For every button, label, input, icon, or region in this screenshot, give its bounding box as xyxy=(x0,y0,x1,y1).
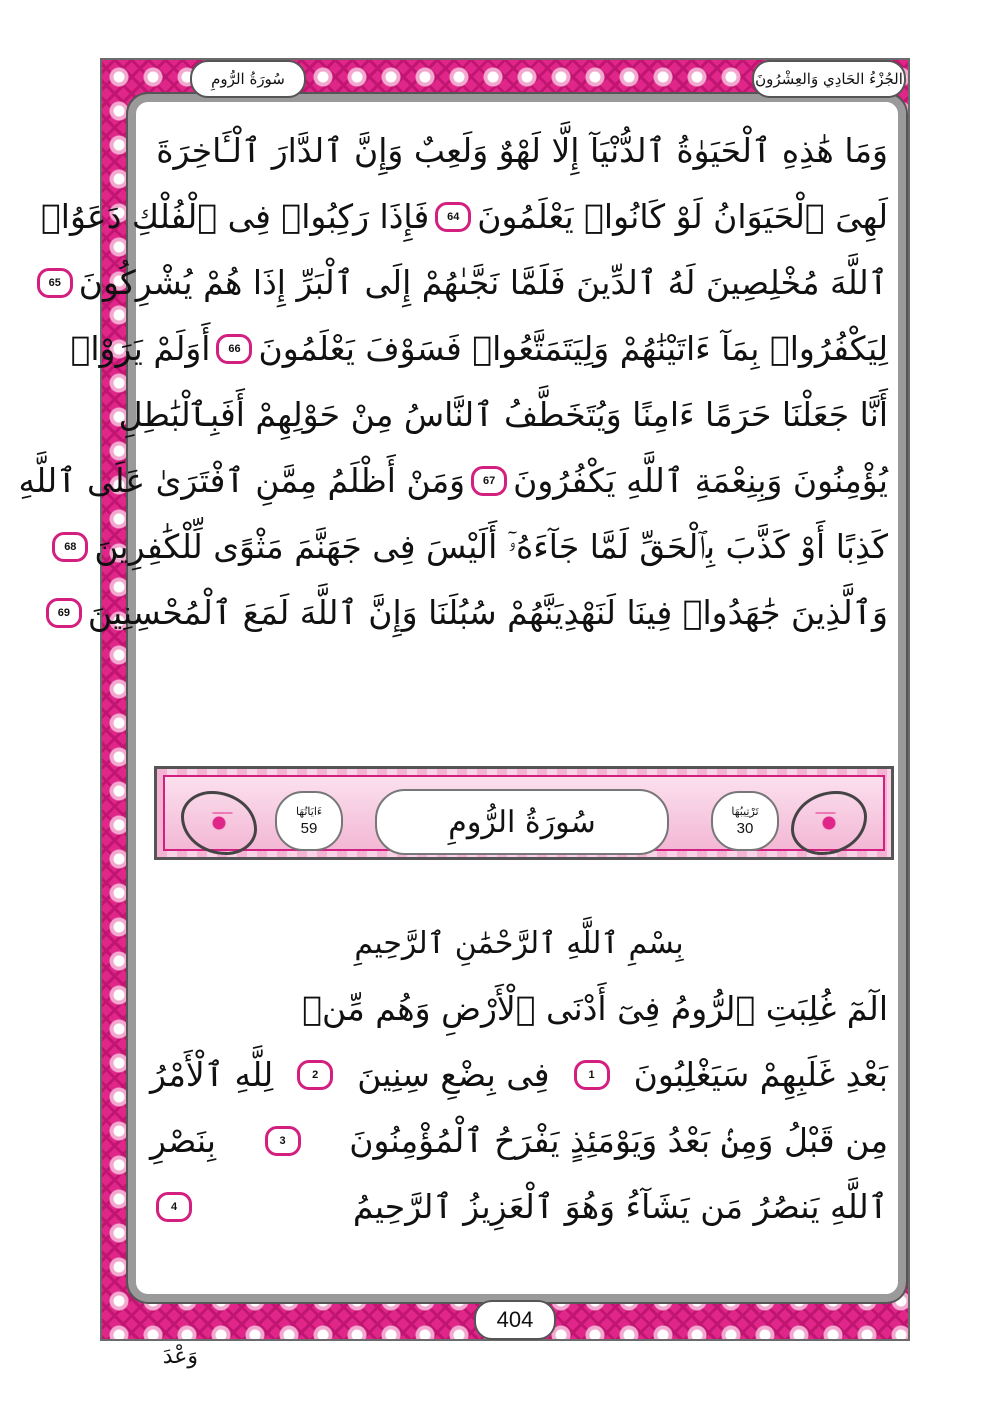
verses-block-bottom xyxy=(150,912,888,1240)
verse-text: فِى بِضْعِ سِنِينَ xyxy=(357,1055,550,1094)
verse-text: ٱللَّهِ يَنصُرُ مَن يَشَآءُ وَهُوَ ٱلْعَزِيزُ ٱلرَّحِيمُ xyxy=(352,1187,888,1226)
verse-text: لَهِىَ ٱلْحَيَوَانُ لَوْ كَانُوا۟ يَعْلَمُونَ xyxy=(477,197,888,236)
verse-line xyxy=(118,382,888,448)
floral-ornament-icon xyxy=(181,791,257,855)
verse-line xyxy=(150,976,888,1042)
verse-text: لِلَّهِ ٱلْأَمْرُ xyxy=(150,1055,274,1094)
verse-text: وَمَنْ أَظْلَمُ مِمَّنِ ٱفْتَرَىٰ عَلَى ٱللَّهِ xyxy=(18,461,466,500)
verse-text: أَنَّا جَعَلْنَا حَرَمًا ءَامِنًا وَيُتَخَطَّفُ ٱلنَّاسُ مِنْ حَوْلِهِمْ أَفَبِٱلْبَٰطِلِ xyxy=(118,395,888,434)
banner-ornament-panel xyxy=(163,775,885,851)
verse-number-marker: 64 xyxy=(435,202,471,232)
verse-number-marker: 66 xyxy=(216,334,252,364)
verse-number-marker: 67 xyxy=(471,466,507,496)
verse-line xyxy=(150,118,888,184)
verse-count-value: 59 xyxy=(300,820,318,837)
verse-count-label: ءَايَاتُهَا xyxy=(295,805,323,818)
verse-text: وَٱلَّذِينَ جَٰهَدُوا۟ فِينَا لَنَهْدِيَنَّهُمْ سُبُلَنَا وَإِنَّ ٱللَّهَ لَمَعَ ٱلْمُحْسِنِينَ xyxy=(87,593,888,632)
verse-number-marker: 4 xyxy=(156,1192,192,1222)
page-number: 404 xyxy=(474,1300,556,1340)
verse-line xyxy=(150,1042,888,1108)
verse-number-marker: 68 xyxy=(52,532,88,562)
verse-line xyxy=(57,580,888,646)
verse-line xyxy=(150,1108,888,1174)
surah-banner xyxy=(154,766,894,860)
verse-line xyxy=(150,1174,888,1240)
verse-text: لِيَكْفُرُوا۟ بِمَآ ءَاتَيْنَٰهُمْ وَلِيَتَمَتَّعُوا۟ فَسَوْفَ يَعْلَمُونَ xyxy=(258,329,888,368)
verse-number-marker: 2 xyxy=(297,1060,333,1090)
verse-text: بِنَصْرِ xyxy=(150,1121,216,1160)
surah-header-label: سُورَةُ الرُّومِ xyxy=(190,60,306,98)
verse-text: ٱللَّهَ مُخْلِصِينَ لَهُ ٱلدِّينَ فَلَمَّا نَجَّىٰهُمْ إِلَى ٱلْبَرِّ إِذَا هُمْ يُشْرِكُونَ xyxy=(78,263,888,302)
verse-text: كَذِبًا أَوْ كَذَّبَ بِٱلْحَقِّ لَمَّا جَآءَهُۥٓ أَلَيْسَ فِى جَهَنَّمَ مَثْوًى لِّلْكَٰفِرِينَ xyxy=(94,527,888,566)
floral-ornament-icon xyxy=(791,791,867,855)
verse-text: فَإِذَا رَكِبُوا۟ فِى ٱلْفُلْكِ دَعَوُا۟ xyxy=(40,197,430,236)
verse-text: مِن قَبْلُ وَمِنۢ بَعْدُ وَيَوْمَئِذٍ يَفْرَحُ ٱلْمُؤْمِنُونَ xyxy=(349,1121,888,1160)
verse-line xyxy=(70,316,888,382)
surah-order-value: 30 xyxy=(736,820,754,837)
surah-order-badge xyxy=(711,791,779,851)
verse-text: الٓمٓ غُلِبَتِ ٱلرُّومُ فِىٓ أَدْنَى ٱلْأَرْضِ وَهُم مِّنۢ xyxy=(302,989,888,1028)
verse-line xyxy=(64,514,888,580)
verse-text: أَوَلَمْ يَرَوْا۟ xyxy=(70,329,211,368)
surah-order-label: تَرْتِيبُهَا xyxy=(731,805,759,818)
verse-line xyxy=(40,184,888,250)
surah-title: سُورَةُ الرُّومِ xyxy=(375,789,669,855)
verse-number-marker: 1 xyxy=(574,1060,610,1090)
verse-number-marker: 65 xyxy=(37,268,73,298)
verse-line xyxy=(18,448,888,514)
verse-text: بَعْدِ غَلَبِهِمْ سَيَغْلِبُونَ xyxy=(633,1055,888,1094)
juz-label: الجُزْءُ الحَادِي وَالعِشْرُونَ xyxy=(752,60,906,98)
catchword: وَعْدَ xyxy=(162,1344,198,1369)
verse-number-marker: 69 xyxy=(46,598,82,628)
verse-text: وَمَا هَٰذِهِ ٱلْحَيَوٰةُ ٱلدُّنْيَآ إِلَّا لَهْوٌ وَلَعِبٌ وَإِنَّ ٱلدَّارَ ٱلْـَٔاخِرَةَ xyxy=(156,131,888,170)
verse-count-badge xyxy=(275,791,343,851)
verse-text: يُؤْمِنُونَ وَبِنِعْمَةِ ٱللَّهِ يَكْفُرُونَ xyxy=(513,461,888,500)
verse-line xyxy=(48,250,888,316)
basmala: بِسْمِ ٱللَّهِ ٱلرَّحْمَٰنِ ٱلرَّحِيمِ xyxy=(354,926,684,961)
verses-block-top xyxy=(18,118,888,646)
verse-number-marker: 3 xyxy=(265,1126,301,1156)
